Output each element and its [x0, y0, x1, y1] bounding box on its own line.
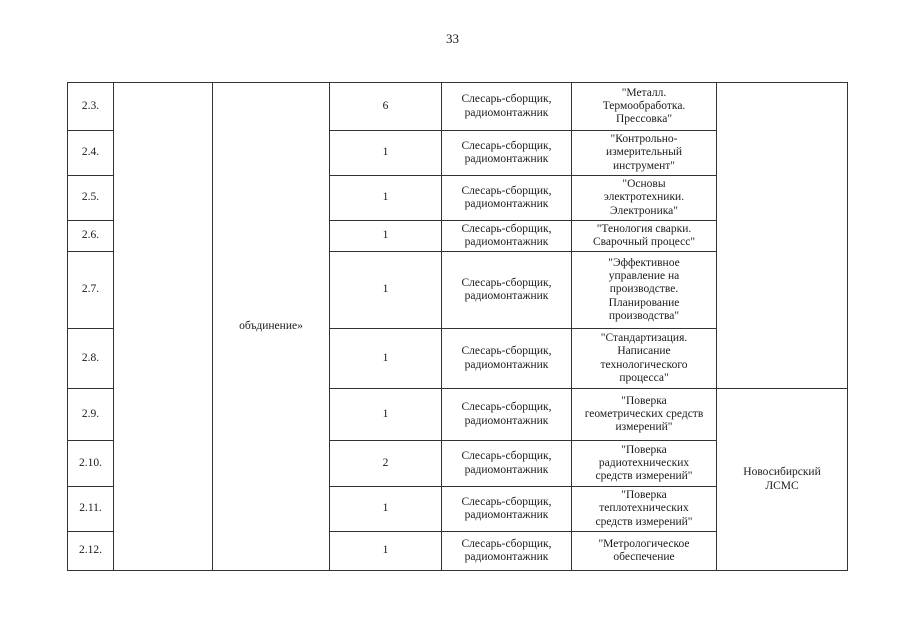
role-line: радиомонтажник [464, 509, 549, 521]
course-line: "Поверка [621, 489, 667, 502]
course-cell [572, 252, 717, 329]
participant-count: 6 [330, 83, 442, 131]
row-number: 2.9. [68, 389, 114, 441]
role-cell [442, 532, 572, 571]
course-line: технологического [600, 358, 688, 371]
course-cell [572, 131, 717, 176]
organization-text: объдинение» [239, 319, 303, 332]
blank-column-cell [114, 83, 213, 571]
role-line: Слесарь-сборщик, [461, 184, 552, 197]
role-line: Слесарь-сборщик, [461, 93, 552, 106]
course-line: обеспечение [613, 551, 675, 563]
place-line: Новосибирский [743, 466, 821, 479]
role-line: Слесарь-сборщик, [461, 401, 552, 414]
course-line: геометрических средств [584, 407, 704, 420]
course-line: средств измерений" [595, 515, 693, 528]
role-cell [442, 83, 572, 131]
role-line: Слесарь-сборщик, [461, 222, 552, 235]
role-line: радиомонтажник [464, 414, 549, 427]
row-number: 2.10. [68, 441, 114, 487]
role-line: радиомонтажник [464, 463, 549, 476]
course-line: процесса" [619, 371, 669, 384]
role-line: радиомонтажник [464, 153, 549, 165]
course-cell [572, 389, 717, 441]
course-line: "Металл. [621, 86, 667, 99]
course-line: средств измерений" [595, 470, 693, 483]
participant-count: 1 [330, 176, 442, 221]
course-line: Написание [617, 345, 671, 358]
role-cell [442, 176, 572, 221]
row-number: 2.6. [68, 221, 114, 252]
role-line: радиомонтажник [464, 106, 549, 119]
page-number: 33 [446, 31, 459, 46]
course-cell [572, 176, 717, 221]
row-number: 2.4. [68, 131, 114, 176]
role-cell [442, 221, 572, 252]
course-line: теплотехнических [599, 502, 689, 515]
role-line: Слесарь-сборщик, [461, 276, 552, 289]
organization-cell [213, 83, 330, 571]
place-cell [717, 389, 848, 571]
participant-count: 1 [330, 532, 442, 571]
course-cell [572, 532, 717, 571]
place-empty-cell [717, 83, 848, 389]
course-line: "Поверка [621, 443, 667, 456]
course-line: "Стандартизация. [600, 332, 688, 345]
role-line: Слесарь-сборщик, [461, 537, 552, 550]
course-line: "Основы [622, 178, 666, 191]
course-cell [572, 83, 717, 131]
course-line: Термообработка. [602, 99, 686, 112]
role-cell [442, 441, 572, 487]
row-number: 2.12. [68, 532, 114, 571]
course-line: управление на [608, 270, 680, 283]
role-line: Слесарь-сборщик, [461, 345, 552, 358]
role-cell [442, 131, 572, 176]
participant-count: 1 [330, 487, 442, 532]
course-line: инструмент" [612, 159, 676, 172]
place-line: ЛСМС [765, 479, 799, 492]
participant-count: 1 [330, 252, 442, 329]
role-line: радиомонтажник [464, 198, 549, 210]
role-cell [442, 389, 572, 441]
course-line: Планирование [608, 296, 680, 309]
row-number: 2.11. [68, 487, 114, 532]
participant-count: 1 [330, 131, 442, 176]
course-line: измерений" [615, 421, 673, 434]
role-line: радиомонтажник [464, 358, 549, 371]
course-line: радиотехнических [598, 456, 690, 469]
role-line: радиомонтажник [464, 551, 549, 563]
course-line: измерительный [606, 146, 682, 159]
row-number: 2.8. [68, 329, 114, 389]
course-line: "Поверка [621, 394, 667, 407]
row-number: 2.7. [68, 252, 114, 329]
participant-count: 1 [330, 329, 442, 389]
course-cell [572, 487, 717, 532]
row-number: 2.3. [68, 83, 114, 131]
role-line: Слесарь-сборщик, [461, 450, 552, 463]
course-line: Сварочный процесс" [592, 236, 696, 248]
table-row [68, 83, 848, 131]
course-line: Прессовка" [615, 113, 673, 126]
participant-count: 1 [330, 221, 442, 252]
course-line: Электроника" [610, 204, 678, 217]
role-cell [442, 329, 572, 389]
course-cell [572, 329, 717, 389]
course-cell [572, 441, 717, 487]
course-line: "Метрологическое [598, 537, 690, 550]
role-line: Слесарь-сборщик, [461, 139, 552, 152]
course-line: электротехники. [603, 191, 685, 204]
role-cell [442, 252, 572, 329]
role-cell [442, 487, 572, 532]
course-line: производстве. [609, 283, 679, 296]
training-plan-table [67, 82, 848, 571]
course-cell [572, 221, 717, 252]
row-number: 2.5. [68, 176, 114, 221]
course-line: "Эффективное [608, 256, 680, 269]
course-line: "Контрольно- [610, 133, 678, 146]
participant-count: 1 [330, 389, 442, 441]
role-line: Слесарь-сборщик, [461, 495, 552, 508]
role-line: радиомонтажник [464, 290, 549, 302]
role-line: радиомонтажник [464, 236, 549, 248]
participant-count: 2 [330, 441, 442, 487]
course-line: "Тенология сварки. [596, 222, 692, 235]
course-line: производства" [608, 309, 680, 322]
